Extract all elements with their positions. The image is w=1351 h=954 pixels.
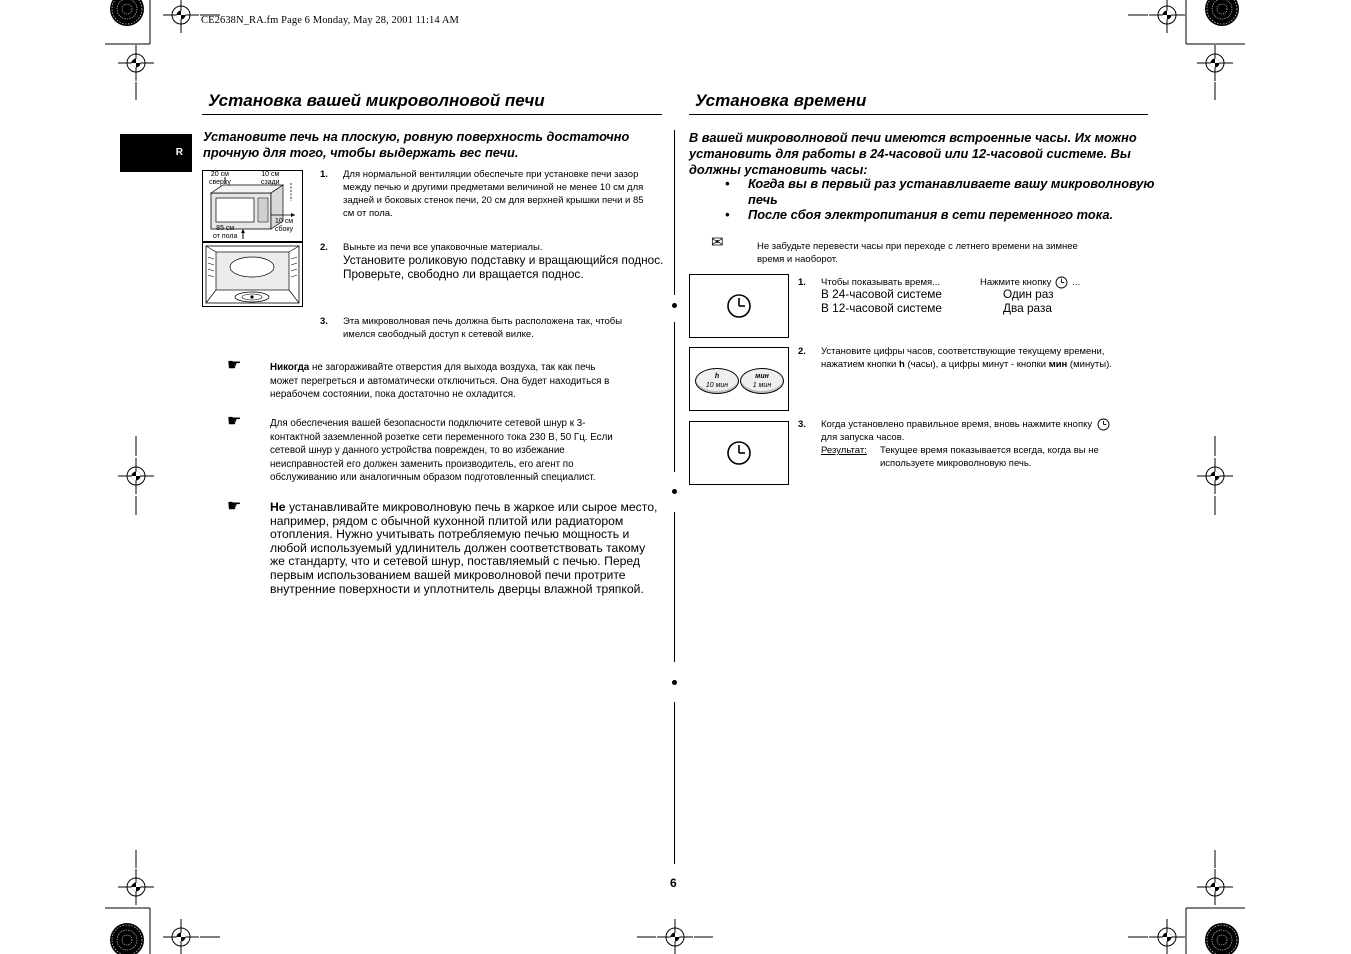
mode-label: В 24-часовой системе	[821, 287, 942, 301]
text-line: любой используемый удлинитель должен соответствовать такому	[270, 540, 646, 555]
text-line: время и наоборот.	[757, 254, 838, 265]
clock-icon	[690, 275, 788, 337]
turntable-diagram	[202, 242, 303, 307]
text-line: Установите роликовую подставку и вращающийся поднос.	[343, 253, 664, 267]
text-line: первым использованием вашей микроволновой печи протрите	[270, 567, 626, 582]
step-number: 1.	[798, 277, 806, 288]
clearance-floor-label: 85 см от пола	[213, 225, 238, 240]
left-section-title: Установка вашей микроволновой печи	[208, 91, 545, 110]
text-line: Когда вы в первый раз устанавливаете вашу микроволновую	[748, 176, 1155, 191]
left-step1-text	[343, 168, 663, 220]
clock-button-illustration-1	[689, 274, 789, 338]
text-line: отопления. Нужно учитывать потребляемую печью мощность и	[270, 527, 630, 542]
clock-button-illustration-2	[689, 421, 789, 485]
language-tab: R	[120, 134, 192, 172]
step-number: 2.	[798, 346, 806, 357]
right-bullet1	[748, 176, 1158, 208]
text-line: например, рядом с обычной кухонной плитой или радиатором	[270, 513, 624, 528]
left-step3-text	[343, 315, 663, 341]
column-divider	[674, 702, 675, 864]
step-number: 3.	[798, 419, 806, 430]
column-divider	[674, 130, 675, 295]
hour-button	[695, 368, 739, 394]
pointer-icon: ☛	[227, 413, 242, 430]
text-line: Для обеспечения вашей безопасности подключите сетевой шнур к 3-	[270, 418, 586, 429]
text-line: Никогда не загораживайте отверстия для выхода воздуха, так как печь	[270, 362, 596, 373]
text-line: имелся свободный доступ к сетевой вилке.	[343, 329, 534, 340]
column-divider	[674, 512, 675, 662]
step-number: 3.	[320, 316, 328, 327]
text-line: обслуживанию или аналогичным образом подготовленный специалист.	[270, 472, 596, 484]
text-line: должны установить часы:	[689, 162, 868, 177]
text-line: нажатием кнопки h (часы), а цифры минут - кнопки мин (минуты).	[821, 359, 1112, 370]
text-line: нерабочем состоянии, пока достаточно не охладится.	[270, 389, 516, 401]
text-line: установить для работы в 24-часовой или 12-часовой системе. Вы	[689, 146, 1131, 161]
page-number: 6	[670, 876, 677, 890]
text-line: Для нормальной вентиляции обеспечьте при установке печи зазор	[343, 169, 639, 180]
press-count: Два раза	[1003, 300, 1052, 315]
hour-minute-buttons-illustration	[689, 347, 789, 411]
press-text-after: ...	[1072, 277, 1081, 288]
press-count: Один раз	[1003, 287, 1054, 301]
text-line: сетевой шнур у данного устройства поврежден, то во избежание	[270, 445, 565, 457]
right-bullet2: После сбоя электропитания в сети переменного тока.	[748, 207, 1114, 222]
mode-label: В 12-часовой системе	[821, 300, 942, 315]
minute-button	[740, 368, 784, 394]
left-intro-line: прочную для того, чтобы выдержать вес печи.	[203, 145, 519, 160]
text-line: неисправностей его должен заменить производитель, его агент по	[270, 458, 574, 470]
left-step2-text	[343, 241, 673, 281]
text-line: задней и боковых стенок печи, 20 см для верхней крышки печи и 85	[343, 195, 644, 206]
clearance-back-label: 10 см сзади	[261, 171, 280, 186]
right-step3-text	[821, 418, 1151, 444]
bullet-icon: •	[725, 207, 730, 222]
minute-button-sublabel: 1 мин	[752, 382, 772, 389]
minute-button-label: мин	[755, 373, 769, 380]
text-line: Когда установлено правильное время, вновь нажмите кнопку	[821, 418, 1151, 431]
text-line: Текущее время показывается всегда, когда вы не	[880, 445, 1099, 456]
file-info-header: CE2638N_RA.fm Page 6 Monday, May 28, 2001 11:14 AM	[201, 15, 459, 26]
text-line: Не устанавливайте микроволновую печь в жаркое или сырое место,	[270, 500, 658, 514]
clearance-top-label: 20 см сверху	[209, 171, 231, 186]
text-line: Выньте из печи все упаковочные материалы.	[343, 242, 543, 253]
right-step2-text	[821, 345, 1151, 371]
text-line: внутренние поверхности и уплотнитель дверцы влажной тряпкой.	[270, 581, 644, 596]
left-note3	[270, 501, 670, 596]
right-intro	[689, 130, 1159, 178]
text-line: Проверьте, свободно ли вращается поднос.	[343, 266, 584, 281]
pointer-icon: ☛	[227, 498, 242, 515]
column-divider	[674, 322, 675, 472]
text-line: печь	[748, 192, 778, 207]
clearance-side-label: 10 см сбоку	[275, 218, 294, 233]
text-line: контактной заземленной розетке сети переменного тока 230 В, 50 Гц. Если	[270, 431, 613, 443]
text-line: между печью и другими предметами величиной не менее 10 см для	[343, 182, 644, 193]
step-number: 1.	[320, 169, 328, 180]
bullet-icon: •	[725, 176, 730, 191]
hour-button-label: h	[714, 373, 720, 380]
title-underline	[202, 114, 662, 115]
divider-dot	[672, 680, 677, 685]
result-label: Результат:	[821, 445, 867, 456]
text-line: Не забудьте перевести часы при переходе с летнего времени на зимнее	[757, 241, 1078, 252]
left-intro-line: Установите печь на плоскую, ровную поверхность достаточно	[203, 129, 630, 144]
text-line: используете микроволновую печь.	[880, 458, 1032, 469]
memo-icon: ✉	[711, 234, 724, 251]
text-line: В вашей микроволновой печи имеются встроенные часы. Их можно	[689, 130, 1137, 145]
pointer-icon: ☛	[227, 357, 242, 374]
press-text: Нажмите кнопку	[980, 277, 1052, 288]
text-line: для запуска часов.	[821, 432, 905, 443]
text-line: Эта микроволновая печь должна быть расположена так, чтобы	[343, 316, 623, 327]
result-text	[880, 444, 1150, 470]
text-line: см от пола.	[343, 208, 393, 219]
clock-icon	[1055, 276, 1068, 289]
clock-icon	[690, 422, 788, 484]
right-section-title: Установка времени	[695, 91, 867, 110]
left-note2	[270, 417, 665, 485]
divider-dot	[672, 489, 677, 494]
text-line: же стандарту, что и сетевой шнур, поставляемый с печью. Перед	[270, 554, 641, 569]
right-memo	[757, 240, 1147, 266]
left-note1	[270, 361, 665, 402]
step-number: 2.	[320, 242, 328, 253]
text-line: может перегреться и автоматически отключиться. Она будет находиться в	[270, 375, 610, 387]
right-step1-label: Чтобы показывать время...	[821, 277, 941, 288]
left-intro	[203, 129, 629, 161]
divider-dot	[672, 303, 677, 308]
clearance-diagram	[202, 170, 303, 242]
text-line: Установите цифры часов, соответствующие текущему времени,	[821, 346, 1105, 357]
clock-icon	[1097, 418, 1110, 431]
title-underline	[689, 114, 1148, 115]
right-step1-table	[821, 288, 1054, 315]
hour-button-sublabel: 10 мин	[705, 382, 729, 389]
